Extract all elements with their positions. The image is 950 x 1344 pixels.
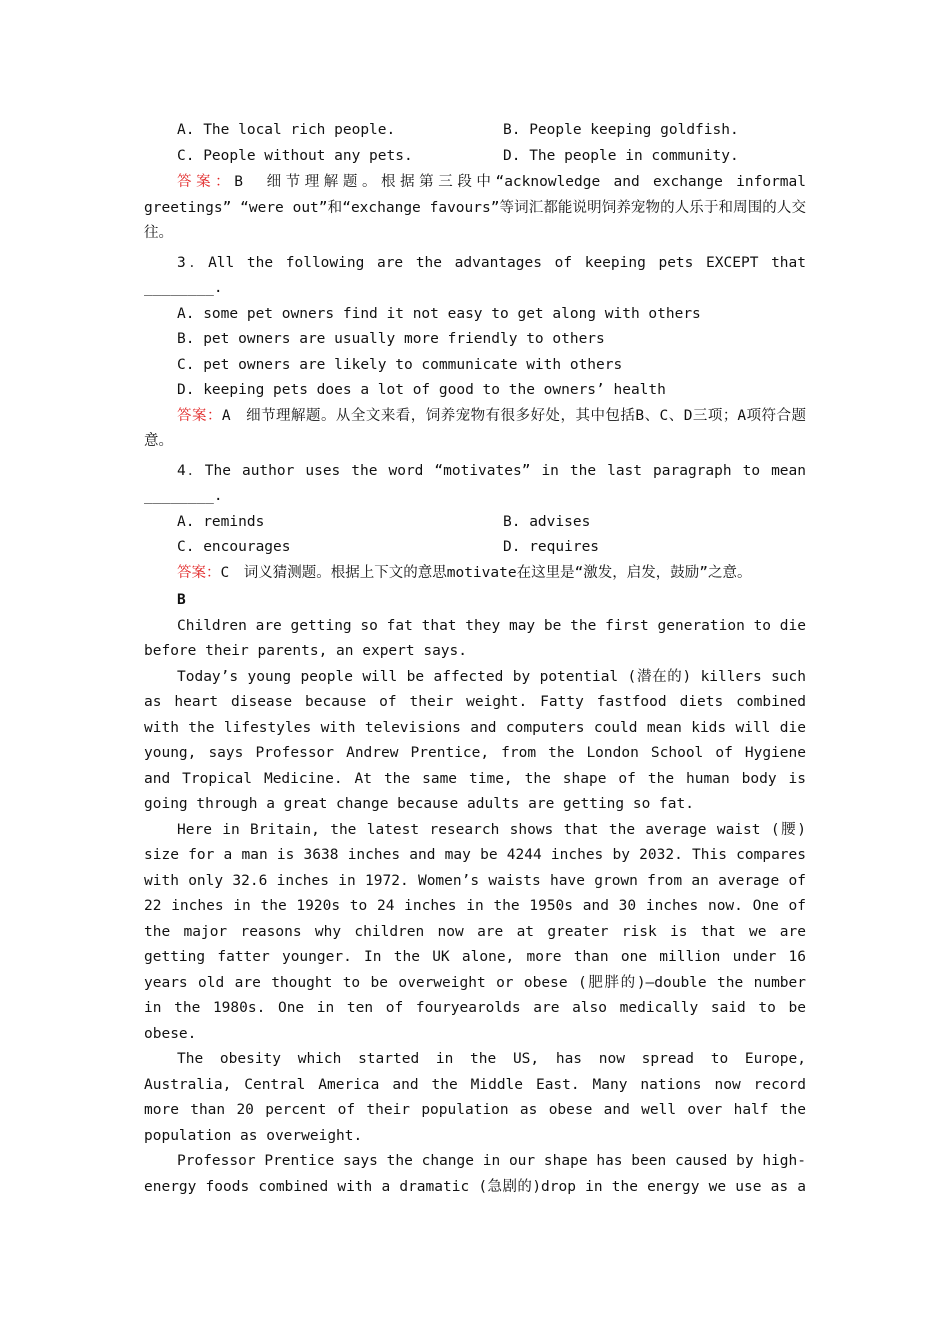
q4-option-c: C. encourages xyxy=(177,539,291,555)
q2-option-b: B. People keeping goldfish. xyxy=(503,122,739,138)
q4-option-b: B. advises xyxy=(503,513,591,530)
q2-options-row2 xyxy=(144,144,806,170)
q3-answer xyxy=(144,404,806,455)
section-b-heading: B xyxy=(177,592,186,608)
section-b-paragraph-4: The obesity which started in the US, has now spread to Europe, Australia, Central America and the Middle East. Many nations now record more than 20 percent of their population as obese and well over half the population as overweight. xyxy=(144,1051,806,1144)
q4-options-row1 xyxy=(144,510,806,536)
q2-answer-label: 答案： xyxy=(177,174,235,190)
q2-option-a: A. The local rich people. xyxy=(177,122,396,138)
q4-option-a: A. reminds xyxy=(177,513,265,530)
q4-option-d: D. requires xyxy=(503,539,600,555)
q3-answer-text: A 细节理解题。从全文来看，饲养宠物有很多好处，其中包括B、C、D三项；A项符合题意。 xyxy=(144,407,806,449)
q4-stem: 4．The author uses the word “motivates” in the last paragraph to mean xyxy=(177,462,806,479)
q3-option-d: D. keeping pets does a lot of good to the owners’ health xyxy=(177,382,666,398)
q2-option-d: D. The people in community. xyxy=(503,147,739,164)
q4-answer xyxy=(144,561,806,587)
document-page xyxy=(144,118,806,1200)
q3-option-a: A. some pet owners find it not easy to get along with others xyxy=(177,305,701,322)
q3-stem: 3．All the following are the advantages of keeping pets EXCEPT that xyxy=(177,254,806,271)
q2-options-row1 xyxy=(144,118,806,144)
q4-options-row2 xyxy=(144,535,806,561)
q2-option-c: C. People without any pets. xyxy=(177,147,413,164)
q2-answer xyxy=(144,170,806,247)
q3-option-c: C. pet owners are likely to communicate with others xyxy=(177,356,623,373)
q3-answer-label: 答案： xyxy=(177,407,222,424)
section-b-paragraph-5: Professor Prentice says the change in our shape has been caused by high-energy foods combined with a dramatic (急剧的)drop in the energy we use as a xyxy=(144,1153,806,1195)
section-b-paragraph-2: Today’s young people will be affected by potential (潜在的) killers such as heart disease because of their weight. Fatty fastfood diets combined with the lifestyles with televisions and computers could mean kids will die young, says Professor Andrew Prentice, from the London School of Hygiene and Tropical Medicine. At the same time, the shape of the human body is going through a great change because adults are getting so fat. xyxy=(144,668,806,812)
section-b-paragraph-1: Children are getting so fat that they may be the first generation to die before their parents, an expert says. xyxy=(144,617,806,659)
q4-answer-label: 答案： xyxy=(177,564,221,581)
q3-option-b: B. pet owners are usually more friendly to others xyxy=(177,331,605,347)
q3-stem-blank: ________. xyxy=(144,280,223,296)
q2-answer-text: B 细节理解题。根据第三段中“acknowledge and exchange informal greetings” “were out”和“exchange favours”等词汇都能说明饲养宠物的人乐于和周围的人交往。 xyxy=(144,174,806,241)
q4-answer-text: C 词义猜测题。根据上下文的意思motivate在这里是“激发，启发，鼓励”之意。 xyxy=(220,564,752,581)
q4-stem-blank: ________. xyxy=(144,488,223,504)
section-b-paragraph-3: Here in Britain, the latest research shows that the average waist (腰) size for a man is 3638 inches and may be 4244 inches by 2032. This compares with only 32.6 inches in 1972. Women’s waists have grown from an average of 22 inches in the 1920s to 24 inches in the 1950s and 30 inches now. One of the major reasons why children now are at greater risk is that we are getting fatter younger. In the UK alone, more than one million under 16 years old are thought to be overweight or obese (肥胖的)—double the number in the 1980s. One in ten of fouryearolds are also medically said to be obese. xyxy=(144,821,806,1042)
